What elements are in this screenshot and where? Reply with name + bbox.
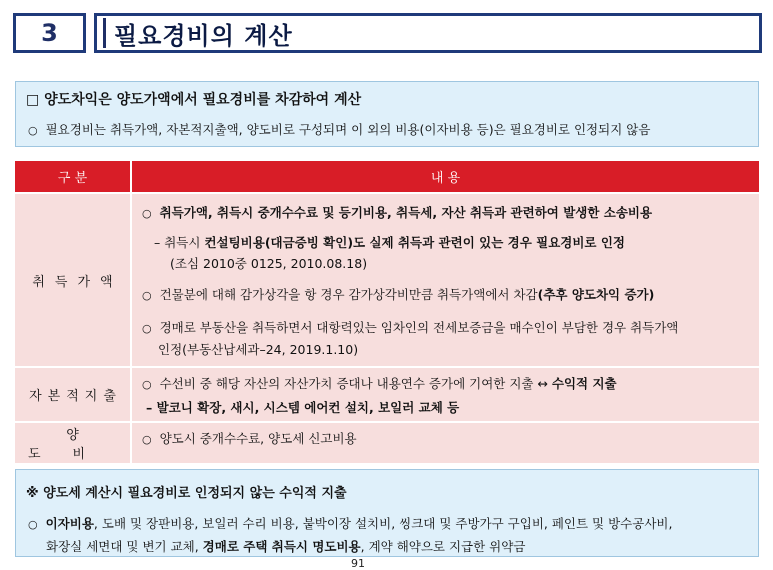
non-deductible-box <box>15 469 759 557</box>
content-capital <box>131 367 759 422</box>
list-item: ○ 수선비 중 해당 자산의 자산가치 증대나 내용연수 증가에 기여한 지출 ↔ 수익적 지출 <box>142 376 617 391</box>
header-category: 구 분 <box>15 161 131 193</box>
category-label: 양도비 <box>27 428 118 462</box>
section-number: 3 <box>13 13 86 53</box>
list-item: (조심 2010중 0125, 2010.08.18) <box>170 256 368 271</box>
category-label: 자본적지출 <box>29 389 122 404</box>
summary-box <box>15 81 759 147</box>
table-row <box>15 422 759 463</box>
list-item: ○ 양도시 중개수수료, 양도세 신고비용 <box>142 431 357 446</box>
content-acquisition <box>131 193 759 367</box>
content-transfer <box>131 422 759 463</box>
section-title-box <box>94 13 762 53</box>
bullet-circle-icon: ○ <box>28 518 38 531</box>
list-item: ○ 건물분에 대해 감가상각을 항 경우 감가상각비만큼 취득가액에서 차감(추후 양도차익 증가) <box>142 287 655 302</box>
non-deductible-heading: ※ 양도세 계산시 필요경비로 인정되지 않는 수익적 지출 <box>26 486 347 501</box>
category-label: 취득가액 <box>32 274 123 290</box>
expense-table <box>15 161 759 463</box>
non-deductible-line1: ○ 이자비용, 도배 및 장판비용, 보일러 수리 비용, 붙박이장 설치비, 씽크대 및 주방가구 구입비, 페인트 및 방수공사비, <box>28 516 673 531</box>
page-number: 91 <box>351 557 365 570</box>
list-item: 인정(부동산납세과–24, 2019.1.10) <box>158 342 359 357</box>
list-item: – 발코니 확장, 새시, 시스템 에어컨 설치, 보일러 교체 등 <box>146 400 460 415</box>
table-row <box>15 193 759 367</box>
title-accent-bar <box>103 18 106 48</box>
summary-note <box>28 120 650 138</box>
summary-note-text: 필요경비는 취득가액, 자본적지출액, 양도비로 구성되며 이 외의 비용(이자비용 등)은 필요경비로 인정되지 않음 <box>45 122 651 137</box>
category-capital <box>15 367 131 422</box>
list-item: – 취득시 컨설팅비용(대금증빙 확인)도 실제 취득과 관련이 있는 경우 필요경비로 인정 <box>154 235 626 250</box>
non-deductible-line2: 화장실 세면대 및 변기 교체, 경매로 주택 취득시 명도비용, 계약 해약으로 지급한 위약금 <box>46 539 526 554</box>
checkbox-icon: □ <box>26 92 40 108</box>
list-item: ○ 경매로 부동산을 취득하면서 대항력있는 임차인의 전세보증금을 매수인이 부담한 경우 취득가액 <box>142 320 679 335</box>
header-content: 내 용 <box>131 161 759 193</box>
section-title: 필요경비의 계산 <box>114 21 293 50</box>
table-row <box>15 367 759 422</box>
bullet-circle-icon: ○ <box>28 124 38 137</box>
list-item: ○ 취득가액, 취득시 중개수수료 및 등기비용, 취득세, 자산 취득과 관련하여 발생한 소송비용 <box>142 205 653 220</box>
summary-heading <box>26 89 361 109</box>
summary-heading-text: 양도차익은 양도가액에서 필요경비를 차감하여 계산 <box>44 92 362 108</box>
category-transfer <box>15 422 131 463</box>
category-acquisition <box>15 193 131 367</box>
table-header-row <box>15 161 759 193</box>
